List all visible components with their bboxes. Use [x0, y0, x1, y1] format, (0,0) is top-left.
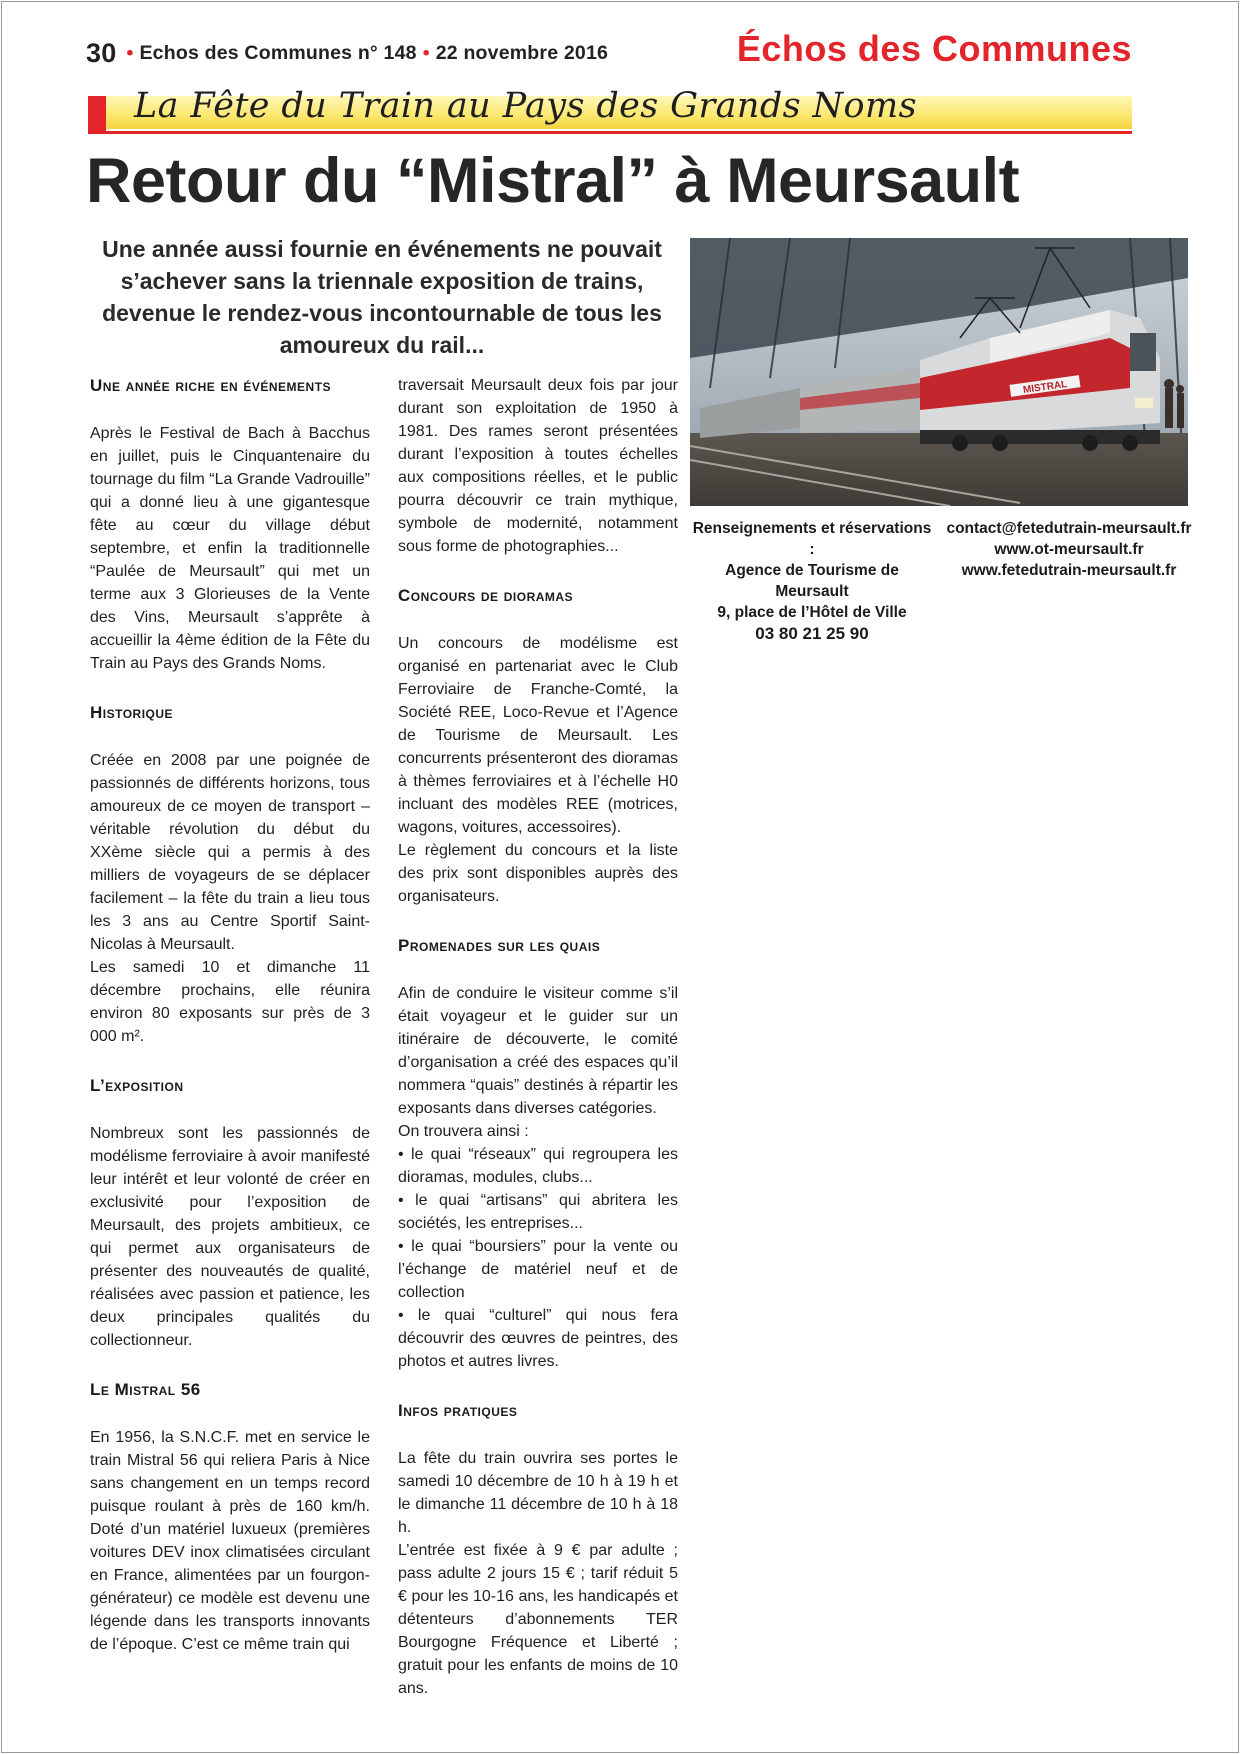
quais-list: [398, 1143, 678, 1373]
contact-block: [690, 518, 934, 644]
paragraph: traversait Meursault deux fois par jour durant son exploitation de 1950 à 1981. Des rames seront présentées durant l’exposition à toutes échelles aux compositions réelles, et le public pourra découvrir ce train mythique, symbole de modernité, notamment sous forme de photographies...: [398, 377, 678, 555]
paragraph: La fête du train ouvrira ses portes le samedi 10 décembre de 10 h à 19 h et le dimanche 11 décembre de 10 h à 18 h.: [398, 1450, 678, 1536]
train-photo: [690, 238, 1188, 506]
column-2: [398, 374, 678, 1700]
paragraph: L’entrée est fixée à 9 € par adulte ; pass adulte 2 jours 15 € ; tarif réduit 5 € pour les 10-16 ans, les handicapés et détenteurs d’abonnements TER Bourgogne Fréquence et Liberté ; gratuit pour les enfants de moins de 10 ans.: [398, 1542, 678, 1697]
section-title-exposition: L’exposition: [90, 1076, 184, 1095]
title-band-underline: [88, 131, 1132, 134]
title-band-marker: [88, 96, 106, 132]
list-item: • le quai “culturel” qui nous fera découvrir des œuvres de peintres, des photos et autres livres.: [398, 1304, 678, 1373]
column-1: [90, 374, 370, 1656]
contact-phone: 03 80 21 25 90: [755, 624, 869, 643]
section-title-historique: Historique: [90, 703, 174, 722]
list-item: • le quai “artisans” qui abritera les sociétés, les entreprises...: [398, 1189, 678, 1235]
paragraph: Après le Festival de Bach à Bacchus en juillet, puis le Cinquantenaire du tournage du film “La Grande Vadrouille” qui a donné lieu à une gigantesque fête au cœur du village début septembre, et enfin la traditionnelle “Paulée de Meursault” qui met un terme aux 3 Glorieuses de la Vente des Vins, Meursault s’apprête à accueillir la 4ème édition de la Fête du Train au Pays des Grands Noms.: [90, 425, 370, 672]
masthead: [86, 38, 608, 69]
bullet-dot: •: [422, 42, 430, 64]
loco-plate: MISTRAL: [1022, 378, 1068, 397]
list-item: • le quai “boursiers” pour la vente ou l’échange de matériel neuf et de collection: [398, 1235, 678, 1304]
page-number: 30: [86, 38, 117, 68]
contact-label: Renseignements et réservations :: [692, 520, 932, 558]
paragraph: Un concours de modélisme est organisé en partenariat avec le Club Ferroviaire de Franche-Comté, la Société REE, Loco-Revue et l’Agence de Tourisme de Meursault. Les concurrents présenteront des dioramas à thèmes ferroviaires et à l’échelle H0 incluant des modèles REE (motrices, wagons, voitures, accessoires).: [398, 635, 678, 836]
section-title-promenades: Promenades sur les quais: [398, 936, 601, 955]
contact-agency: Agence de Tourisme de Meursault: [725, 562, 899, 600]
band-title: La Fête du Train au Pays des Grands Noms: [134, 86, 917, 126]
website-link: www.ot-meursault.fr: [994, 541, 1144, 558]
section-title-infos: Infos pratiques: [398, 1401, 518, 1420]
paragraph: Créée en 2008 par une poignée de passionnés de différents horizons, tous amoureux de ce moyen de transport – véritable révolution du début du XXème siècle qui a permis à des milliers de voyageurs de se déplacer facilement – la fête du train a lieu tous les 3 ans au Centre Sportif Saint-Nicolas à Meursault.: [90, 752, 370, 953]
lead-paragraph: Une année aussi fournie en événements ne pouvait s’achever sans la triennale exposition de trains, devenue le rendez-vous incontournable de tous les amoureux du rail...: [102, 236, 662, 358]
contact-email: contact@fetedutrain-meursault.fr: [946, 520, 1192, 537]
brand-title: Échos des Communes: [736, 28, 1132, 69]
section-title-annee: Une année riche en événements: [90, 376, 332, 395]
bullet-dot: •: [126, 42, 134, 64]
issue-date: 22 novembre 2016: [435, 42, 609, 64]
contact-address: 9, place de l’Hôtel de Ville: [717, 604, 907, 621]
section-title-mistral: Le Mistral 56: [90, 1380, 201, 1399]
list-item: • le quai “réseaux” qui regroupera les dioramas, modules, clubs...: [398, 1143, 678, 1189]
headline: Retour du “Mistral” à Meursault: [86, 146, 1020, 216]
paragraph: Les samedi 10 et dimanche 11 décembre prochains, elle réunira environ 80 exposants sur près de 3 000 m².: [90, 959, 370, 1045]
section-title-concours: Concours de dioramas: [398, 586, 574, 605]
web-block: [944, 518, 1194, 581]
paragraph: Le règlement du concours et la liste des prix sont disponibles auprès des organisateurs.: [398, 842, 678, 905]
paragraph: En 1956, la S.N.C.F. met en service le train Mistral 56 qui reliera Paris à Nice sans changement en un temps record puisque roulant à près de 160 km/h. Doté d’un matériel luxueux (premières voitures DEV inox climatisées circulant en France, alimentées par un fourgon-générateur) ce modèle est devenu une légende dans les transports innovants de l’époque. C’est ce même train qui: [90, 1429, 370, 1653]
issue-label: Echos des Communes n° 148: [139, 42, 417, 64]
paragraph: On trouvera ainsi :: [398, 1123, 529, 1140]
paragraph: Afin de conduire le visiteur comme s’il était voyageur et le guider sur un itinéraire de découverte, le comité d’organisation a créé des espaces qu’il nommera “quais” destinés à répartir les exposants dans diverses catégories.: [398, 985, 678, 1117]
paragraph: Nombreux sont les passionnés de modélisme ferroviaire à avoir manifesté leur intérêt et leur volonté de créer en exclusivité pour l’exposition de Meursault, des projets ambitieux, ce qui permet aux organisateurs de présenter des nouveautés de qualité, réalisées avec passion et patience, les deux principales qualités du collectionneur.: [90, 1125, 370, 1349]
website-link: www.fetedutrain-meursault.fr: [961, 562, 1177, 579]
